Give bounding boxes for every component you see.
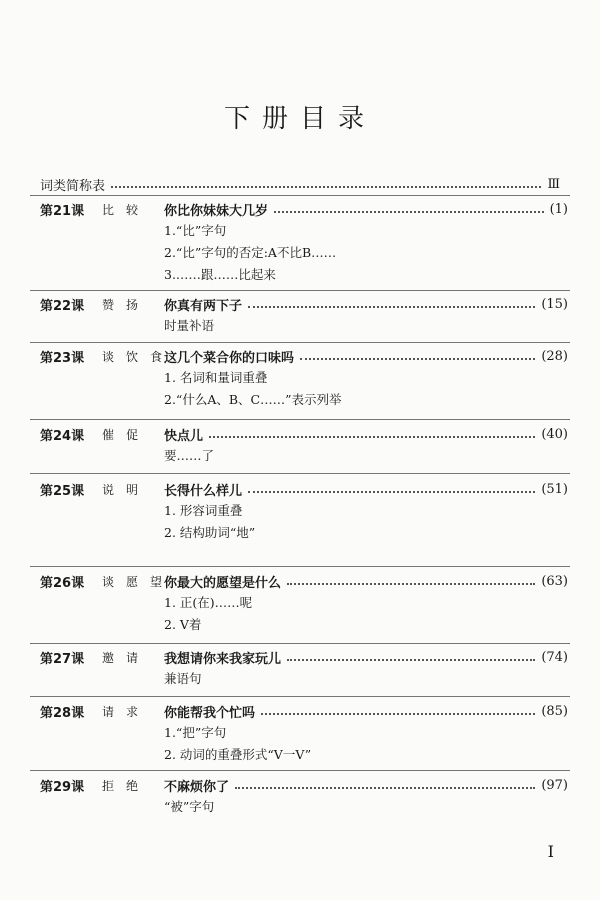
dot-leader (209, 436, 535, 438)
lesson-page: (63) (541, 573, 568, 589)
dot-leader (248, 491, 535, 493)
lesson-page: (40) (541, 426, 568, 442)
dot-leader (248, 306, 535, 308)
dot-leader (111, 186, 541, 188)
lesson-entry (40, 570, 568, 636)
lesson-topic: 请求 (102, 704, 151, 719)
intro-page: Ⅲ (547, 176, 560, 192)
lesson-title: 你真有两下子 (164, 298, 243, 314)
divider (30, 195, 570, 196)
grammar-point: 1. 形容词重叠 (164, 503, 243, 518)
grammar-point: 要……了 (164, 448, 215, 463)
divider (30, 770, 570, 771)
grammar-point: 2. V着 (164, 617, 202, 632)
dot-leader (287, 583, 535, 585)
lesson-page: (85) (541, 703, 568, 719)
divider (30, 473, 570, 474)
lesson-title: 我想请你来我家玩儿 (164, 651, 282, 667)
lesson-title: 不麻烦你了 (164, 779, 230, 795)
lesson-topic: 邀请 (102, 650, 151, 665)
lesson-page: (1) (549, 201, 568, 217)
lesson-number: 第25课 (40, 483, 85, 499)
grammar-point: 1.“比”字句 (164, 223, 227, 238)
lesson-topic: 比较 (102, 202, 151, 217)
lesson-topic: 催促 (102, 427, 151, 442)
lesson-title: 长得什么样儿 (164, 483, 243, 499)
lesson-topic: 谈愿望 (102, 574, 175, 589)
grammar-point: 3.……跟……比起来 (164, 267, 276, 282)
grammar-point: “被”字句 (164, 799, 215, 814)
lesson-entry (40, 198, 568, 286)
lesson-number: 第26课 (40, 575, 85, 591)
lesson-topic: 说明 (102, 482, 151, 497)
grammar-point: 2.“什么A、B、C……”表示列举 (164, 392, 342, 407)
divider (30, 290, 570, 291)
grammar-point: 1. 名词和量词重叠 (164, 370, 268, 385)
lesson-number: 第29课 (40, 779, 85, 795)
toc-intro-entry (40, 174, 560, 194)
lesson-entry (40, 646, 568, 690)
lesson-page: (51) (541, 481, 568, 497)
lesson-title: 你最大的愿望是什么 (164, 575, 282, 591)
dot-leader (287, 659, 535, 661)
divider (30, 566, 570, 567)
lesson-entry (40, 345, 568, 411)
lesson-title: 你能帮我个忙吗 (164, 705, 256, 721)
intro-label: 词类简称表 (40, 178, 106, 194)
lesson-page: (74) (541, 649, 568, 665)
grammar-point: 2.“比”字句的否定:A不比B…… (164, 245, 337, 260)
divider (30, 419, 570, 420)
divider (30, 696, 570, 697)
dot-leader (235, 787, 535, 789)
lesson-page: (97) (541, 777, 568, 793)
grammar-point: 兼语句 (164, 671, 202, 686)
lesson-entry (40, 293, 568, 337)
grammar-point: 2. 结构助词“地” (164, 525, 256, 540)
divider (30, 342, 570, 343)
grammar-point: 1. 正(在)……呢 (164, 595, 253, 610)
lesson-entry (40, 423, 568, 467)
grammar-point: 2. 动词的重叠形式“V一V” (164, 747, 312, 762)
lesson-topic: 赞扬 (102, 297, 151, 312)
lesson-entry (40, 478, 568, 544)
lesson-number: 第23课 (40, 350, 85, 366)
lesson-topic: 拒绝 (102, 778, 151, 793)
lesson-number: 第28课 (40, 705, 85, 721)
divider (30, 643, 570, 644)
lesson-page: (15) (541, 296, 568, 312)
grammar-point: 1.“把”字句 (164, 725, 227, 740)
lesson-number: 第21课 (40, 203, 85, 219)
grammar-point: 时量补语 (164, 318, 215, 333)
lesson-title: 快点儿 (164, 428, 204, 444)
lesson-topic: 谈饮食 (102, 349, 175, 364)
page-number: Ⅰ (547, 842, 554, 861)
dot-leader (261, 713, 535, 715)
dot-leader (274, 211, 544, 213)
lesson-number: 第22课 (40, 298, 85, 314)
lesson-number: 第27课 (40, 651, 85, 667)
lesson-number: 第24课 (40, 428, 85, 444)
lesson-page: (28) (541, 348, 568, 364)
lesson-title: 你比你妹妹大几岁 (164, 203, 269, 219)
lesson-entry (40, 700, 568, 766)
lesson-entry (40, 774, 568, 818)
dot-leader (300, 358, 535, 360)
lesson-title: 这几个菜合你的口味吗 (164, 350, 295, 366)
page-title: 下册目录 (223, 104, 376, 134)
